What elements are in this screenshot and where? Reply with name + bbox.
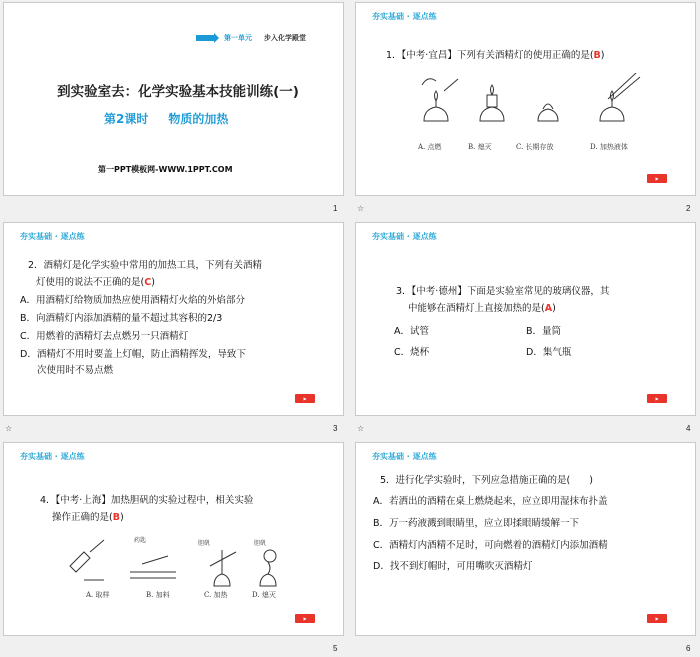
slide-number: 6	[686, 644, 691, 653]
question-text	[28, 257, 262, 291]
slide-number: 4	[686, 424, 691, 433]
question-suffix: )	[151, 277, 155, 288]
slide-number: 2	[686, 204, 691, 213]
section-tag: 夯实基础 · 逐点练	[372, 12, 437, 21]
question-line-2	[40, 509, 253, 526]
lamp-d-icon	[260, 574, 276, 586]
question-line-1: 2．酒精灯是化学实验中常用的加热工具，下列有关酒精	[28, 260, 263, 271]
option-b: B．向酒精灯内添加酒精的量不超过其容积的2/3	[20, 313, 223, 324]
copper-sulfate-diagram	[64, 536, 284, 591]
lamp-d-icon	[600, 107, 624, 121]
star-icon: ☆	[357, 204, 365, 213]
lesson-number: 第2课时	[104, 112, 149, 126]
slide-4[interactable]	[355, 222, 696, 416]
slide-1[interactable]	[3, 2, 344, 196]
question-line-1: 3．【中考·德州】下面是实验室常见的玻璃仪器，其	[396, 286, 610, 297]
reagent-label: 胆矾	[198, 540, 211, 547]
section-tag: 夯实基础 · 逐点练	[372, 232, 437, 241]
option-label-b: B. 熄灭	[468, 143, 492, 151]
slide-6[interactable]	[355, 442, 696, 636]
return-button[interactable]: ▶	[295, 394, 315, 403]
arrow-icon	[196, 35, 214, 41]
lesson-name: 物质的加热	[168, 112, 229, 126]
return-button[interactable]: ▶	[295, 614, 315, 623]
answer-text: B	[593, 50, 601, 61]
question-suffix: )	[552, 303, 556, 314]
option-d: D．找不到灯帽时，可用嘴吹灭酒精灯	[373, 561, 533, 572]
question-text	[40, 492, 253, 526]
question-prefix: 中能够在酒精灯上直接加热的是(	[408, 303, 545, 314]
return-button[interactable]: ▶	[647, 174, 667, 183]
question-prefix: 1．【中考·宜昌】下列有关酒精灯的使用正确的是(	[386, 50, 594, 61]
option-label-a: A. 取样	[86, 591, 110, 599]
lamp-c-icon	[538, 109, 558, 121]
slide-number: 3	[333, 424, 338, 433]
option-label-c: C. 长期存放	[516, 143, 554, 151]
star-icon: ☆	[357, 424, 365, 433]
question-line-2	[396, 300, 609, 317]
option-d-continued: 次使用时不易点燃	[37, 365, 114, 376]
unit-label: 第一单元	[224, 34, 252, 42]
unit-subtitle: 步入化学殿堂	[264, 34, 306, 42]
return-button[interactable]: ▶	[647, 394, 667, 403]
bottle-a-icon	[70, 552, 90, 572]
option-c: C．酒精灯内酒精不足时，可向燃着的酒精灯内添加酒精	[373, 540, 608, 551]
slide-number: 1	[333, 204, 338, 213]
answer-text: C	[144, 277, 152, 288]
lamp-b-icon	[480, 107, 504, 121]
section-tag: 夯实基础 · 逐点练	[372, 452, 437, 461]
question-text: 5．进行化学实验时，下列应急措施正确的是( )	[380, 475, 593, 486]
option-a: A．若洒出的酒精在桌上燃烧起来，应立即用湿抹布扑盖	[373, 496, 608, 507]
slide-3[interactable]	[3, 222, 344, 416]
option-b: B．万一药液溅到眼睛里，应立即揉眼睛缓解一下	[373, 518, 580, 529]
section-tag: 夯实基础 · 逐点练	[20, 452, 85, 461]
option-c: C．用燃着的酒精灯去点燃另一只酒精灯	[20, 331, 189, 342]
return-button[interactable]: ▶	[647, 614, 667, 623]
question-suffix: )	[600, 50, 605, 61]
unit-header	[196, 33, 306, 43]
option-label-b: B. 加料	[146, 591, 170, 599]
question-suffix: )	[119, 512, 124, 523]
option-a: A．试管	[394, 326, 429, 337]
question-prefix: 操作正确的是(	[52, 512, 113, 523]
question-line-1: 4．【中考·上海】加热胆矾的实验过程中，相关实验	[40, 495, 254, 506]
option-c: C．烧杯	[394, 347, 430, 358]
option-label-d: D. 熄灭	[252, 591, 276, 599]
slide-2[interactable]	[355, 2, 696, 196]
option-b: B．量筒	[526, 326, 562, 337]
reagent-label: 药匙	[134, 537, 147, 544]
alcohol-lamp-diagram	[414, 73, 644, 143]
site-credit: 第一PPT模板网-WWW.1PPT.COM	[98, 165, 233, 174]
option-a: A．用酒精灯给物质加热应使用酒精灯火焰的外焰部分	[20, 295, 245, 306]
lamp-a-icon	[424, 107, 448, 121]
question-prefix: 灯使用的说法不正确的是(	[36, 277, 145, 288]
slide-5[interactable]	[3, 442, 344, 636]
option-d: D．集气瓶	[526, 347, 572, 358]
lamp-c-icon	[214, 574, 230, 586]
option-label-a: A. 点燃	[418, 143, 442, 151]
question-text	[386, 47, 605, 64]
question-text	[396, 283, 609, 317]
answer-text: A	[544, 303, 553, 314]
slide-number: 5	[333, 644, 338, 653]
option-d: D．酒精灯不用时要盖上灯帽，防止酒精挥发，导致下	[20, 349, 246, 360]
lesson-title	[104, 110, 228, 127]
question-line-2	[28, 274, 262, 291]
page-title: 到实验室去：化学实验基本技能训练(一)	[57, 84, 299, 100]
star-icon: ☆	[5, 424, 13, 433]
answer-text: B	[112, 512, 120, 523]
section-tag: 夯实基础 · 逐点练	[20, 232, 85, 241]
option-label-c: C. 加热	[204, 591, 228, 599]
reagent-label: 胆矾	[254, 540, 267, 547]
option-label-d: D. 加热液体	[590, 143, 628, 151]
